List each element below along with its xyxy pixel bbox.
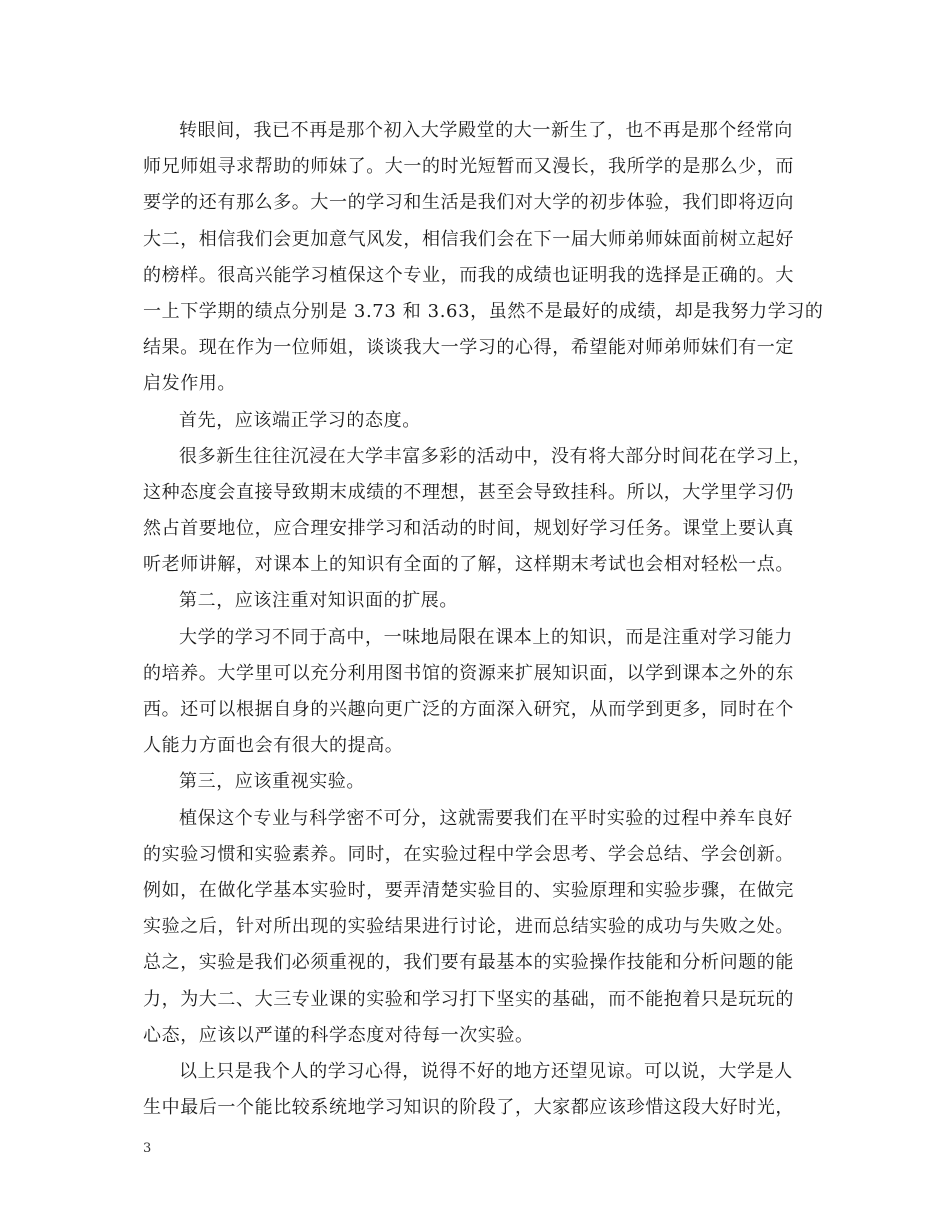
text-line: 植保这个专业与科学密不可分，这就需要我们在平时实验的过程中养车良好 bbox=[179, 807, 793, 829]
page-number: 3 bbox=[143, 1141, 152, 1156]
text-line: 的榜样。很高兴能学习植保这个专业，而我的成绩也证明我的选择是正确的。大 bbox=[143, 264, 794, 286]
body-text bbox=[143, 113, 823, 1126]
text-line: 心态，应该以严谨的科学态度对待每一次实验。 bbox=[143, 1024, 534, 1046]
text-line: 大学的学习不同于高中，一味地局限在课本上的知识，而是注重对学习能力 bbox=[179, 626, 793, 648]
text-line: 人能力方面也会有很大的提高。 bbox=[143, 735, 404, 757]
text-line: 生中最后一个能比较系统地学习知识的阶段了，大家都应该珍惜这段大好时光， bbox=[143, 1097, 794, 1119]
text-line: 转眼间，我已不再是那个初入大学殿堂的大一新生了，也不再是那个经常向 bbox=[179, 120, 793, 141]
text-line: 的实验习惯和实验素养。同时，在实验过程中学会思考、学会总结、学会创新。 bbox=[143, 843, 794, 865]
section-heading: 第三，应该重视实验。 bbox=[179, 771, 365, 793]
text-line: 实验之后，针对所出现的实验结果进行讨论，进而总结实验的成功与失败之处。 bbox=[143, 916, 794, 938]
text-line: 这种态度会直接导致期末成绩的不理想，甚至会导致挂科。所以，大学里学习仍 bbox=[143, 481, 794, 503]
text-line: 听老师讲解，对课本上的知识有全面的了解，这样期末考试也会相对轻松一点。 bbox=[143, 554, 794, 576]
text-line: 结果。现在作为一位师姐，谈谈我大一学习的心得，希望能对师弟师妹们有一定 bbox=[143, 337, 794, 359]
text-line: 师兄师姐寻求帮助的师妹了。大一的时光短暂而又漫长，我所学的是那么少，而 bbox=[143, 156, 794, 178]
text-line: 要学的还有那么多。大一的学习和生活是我们对大学的初步体验，我们即将迈向 bbox=[143, 192, 794, 214]
text-line: 大二，相信我们会更加意气风发，相信我们会在下一届大师弟师妹面前树立起好 bbox=[143, 228, 794, 250]
text-line: 很多新生往往沉浸在大学丰富多彩的活动中，没有将大部分时间花在学习上， bbox=[179, 445, 812, 467]
section-heading: 第二，应该注重对知识面的扩展。 bbox=[179, 590, 458, 612]
text-line: 西。还可以根据自身的兴趣向更广泛的方面深入研究，从而学到更多，同时在个 bbox=[143, 699, 794, 720]
section-heading: 首先，应该端正学习的态度。 bbox=[179, 409, 421, 431]
text-line: 的培养。大学里可以充分利用图书馆的资源来扩展知识面，以学到课本之外的东 bbox=[143, 662, 794, 684]
text-line: 启发作用。 bbox=[143, 373, 236, 395]
text-line: 一上下学期的绩点分别是 3.73 和 3.63，虽然不是最好的成绩，却是我努力学习的 bbox=[143, 300, 824, 322]
text-line: 总之，实验是我们必须重视的，我们要有最基本的实验操作技能和分析问题的能 bbox=[143, 952, 794, 974]
text-line: 以上只是我个人的学习心得，说得不好的地方还望见谅。可以说，大学是人 bbox=[179, 1060, 793, 1082]
text-line: 力，为大二、大三专业课的实验和学习打下坚实的基础，而不能抱着只是玩玩的 bbox=[143, 988, 794, 1010]
text-line: 例如，在做化学基本实验时，要弄清楚实验目的、实验原理和实验步骤，在做完 bbox=[143, 879, 794, 901]
text-line: 然占首要地位，应合理安排学习和活动的时间，规划好学习任务。课堂上要认真 bbox=[143, 518, 794, 540]
